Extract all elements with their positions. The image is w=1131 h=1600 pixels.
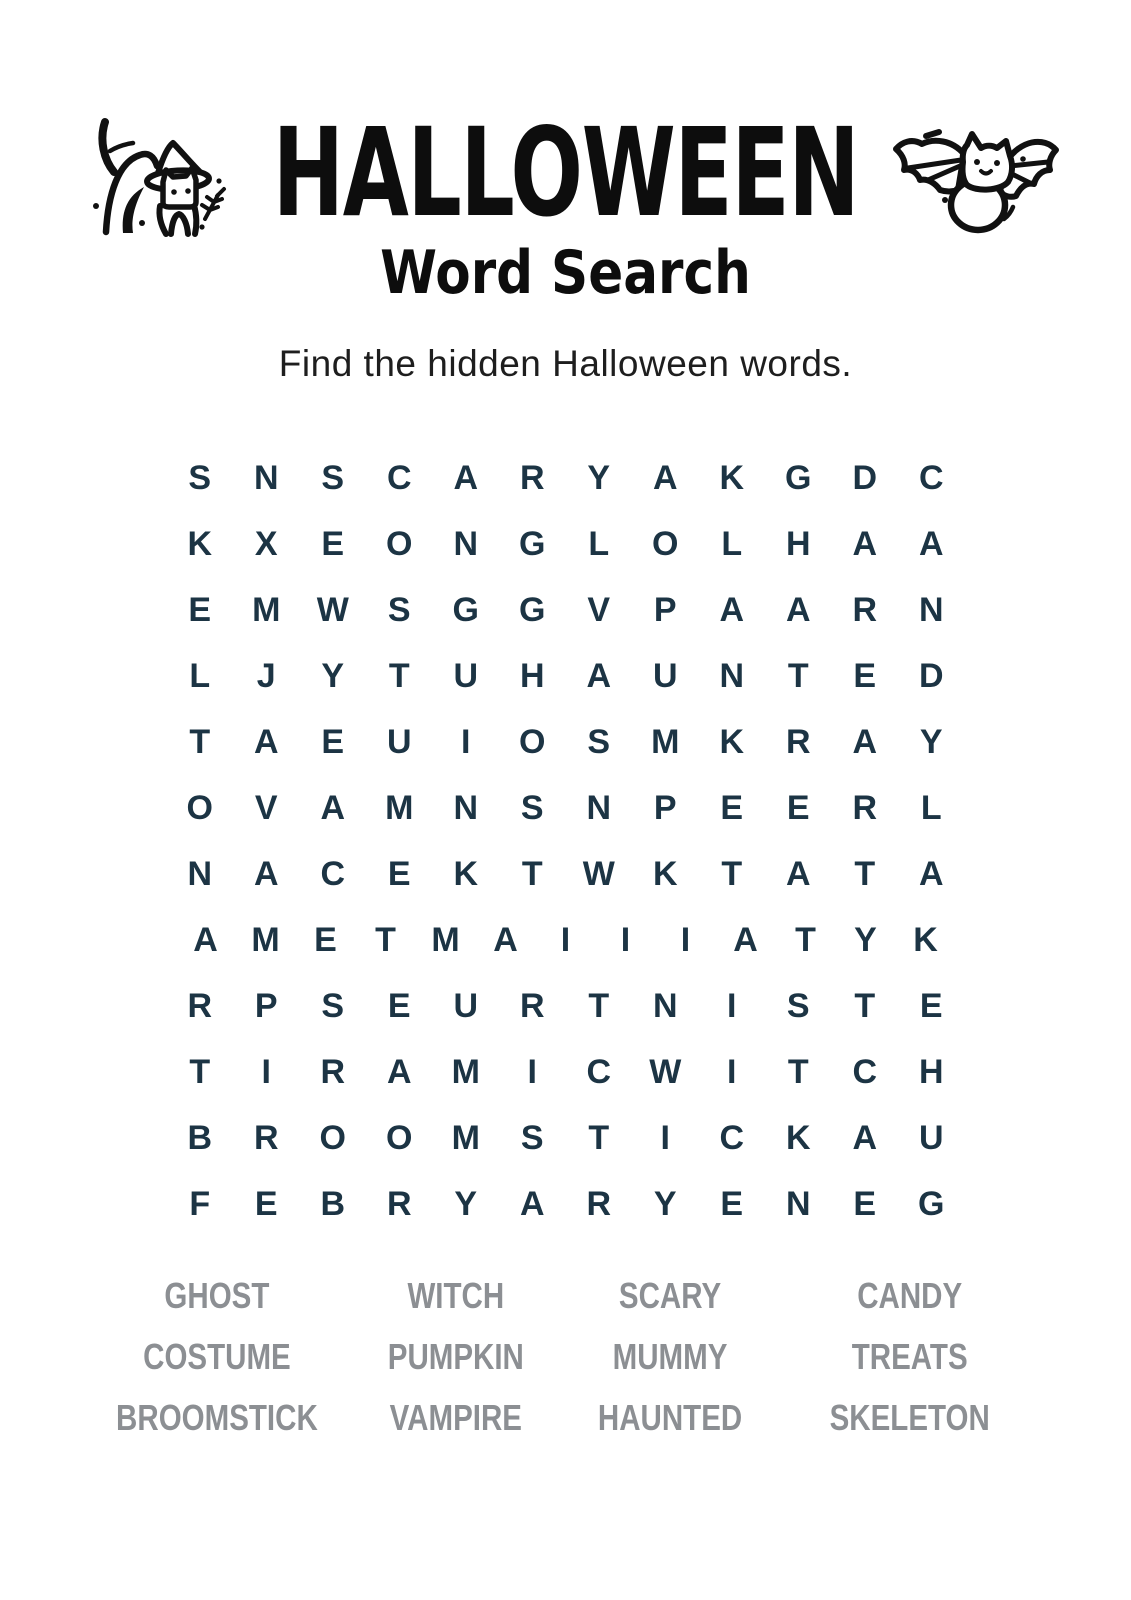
grid-letter: O (186, 789, 213, 827)
grid-letter: I (727, 987, 737, 1025)
grid-letter: E (314, 921, 337, 959)
bat-icon (864, 112, 1064, 252)
grid-letter: Y (321, 657, 345, 695)
grid-letter: N (785, 1185, 811, 1223)
grid-letter: S (321, 459, 345, 497)
grid-letter: A (193, 921, 218, 959)
word-list-item: WITCH (407, 1275, 505, 1316)
grid-row (0, 1171, 1131, 1237)
grid-letter: N (453, 525, 479, 563)
grid-letter: A (785, 855, 811, 893)
grid-letter: E (254, 1185, 278, 1223)
grid-row (0, 577, 1131, 643)
grid-letter: I (560, 921, 571, 959)
grid-letter: O (652, 525, 679, 563)
grid-letter: G (452, 591, 479, 629)
grid-letter: Y (587, 459, 611, 497)
grid-letter: E (387, 987, 411, 1025)
grid-letter: M (252, 591, 281, 629)
grid-letter: N (586, 789, 612, 827)
grid-letter: N (918, 591, 944, 629)
grid-letter: A (253, 855, 279, 893)
grid-letter: E (321, 525, 345, 563)
grid-letter: A (320, 789, 346, 827)
grid-letter: K (785, 1119, 811, 1157)
grid-letter: E (919, 987, 943, 1025)
grid-letter: R (852, 591, 878, 629)
grid-letter: I (620, 921, 631, 959)
grid-letter: B (320, 1185, 346, 1223)
grid-letter: T (721, 855, 743, 893)
grid-letter: L (189, 657, 211, 695)
word-list-item: SCARY (619, 1275, 722, 1316)
grid-letter: A (586, 657, 612, 695)
grid-letter: I (461, 723, 471, 761)
grid-letter: A (652, 459, 678, 497)
grid-letter: R (785, 723, 811, 761)
grid-letter: M (451, 1119, 480, 1157)
grid-letter: N (453, 789, 479, 827)
grid-letter: W (582, 855, 615, 893)
grid-row (0, 445, 1131, 511)
grid-letter: T (388, 657, 410, 695)
grid-letter: R (519, 987, 545, 1025)
grid-letter: R (187, 987, 213, 1025)
grid-letter: S (786, 987, 810, 1025)
grid-letter: O (386, 525, 413, 563)
word-list-item: MUMMY (613, 1336, 728, 1377)
grid-row (0, 709, 1131, 775)
grid-letter: L (920, 789, 942, 827)
page-title: HALLOWEEN (272, 102, 859, 244)
grid-letter: N (187, 855, 213, 893)
grid-letter: O (519, 723, 546, 761)
grid-letter: T (375, 921, 396, 959)
grid-letter: A (253, 723, 279, 761)
grid-letter: A (785, 591, 811, 629)
grid-letter: T (854, 987, 876, 1025)
grid-letter: K (652, 855, 678, 893)
grid-letter: R (386, 1185, 412, 1223)
grid-letter: K (187, 525, 213, 563)
grid-letter: S (321, 987, 345, 1025)
grid-letter: X (254, 525, 278, 563)
grid-letter: E (720, 1185, 744, 1223)
grid-letter: T (787, 657, 809, 695)
grid-letter: R (852, 789, 878, 827)
grid-letter: J (256, 657, 276, 695)
grid-row (0, 973, 1131, 1039)
grid-letter: M (431, 921, 460, 959)
grid-letter: G (519, 591, 546, 629)
grid-letter: G (785, 459, 812, 497)
page-subtitle: Word Search (380, 238, 751, 308)
grid-letter: T (588, 987, 610, 1025)
grid-letter: I (527, 1053, 537, 1091)
grid-letter: S (520, 1119, 544, 1157)
grid-letter: F (189, 1185, 211, 1223)
word-list (88, 1265, 1043, 1448)
grid-letter: U (386, 723, 412, 761)
grid-letter: Y (854, 921, 877, 959)
grid-letter: N (253, 459, 279, 497)
word-list-item: PUMPKIN (387, 1336, 524, 1377)
grid-letter: T (189, 1053, 211, 1091)
grid-letter: E (321, 723, 345, 761)
grid-letter: K (719, 459, 745, 497)
grid-row (0, 775, 1131, 841)
grid-letter: O (386, 1119, 413, 1157)
grid-letter: M (385, 789, 414, 827)
grid-letter: L (721, 525, 743, 563)
grid-letter: G (918, 1185, 945, 1223)
grid-letter: H (519, 657, 545, 695)
grid-letter: R (253, 1119, 279, 1157)
grid-letter: E (786, 789, 810, 827)
grid-letter: C (586, 1053, 612, 1091)
grid-letter: T (854, 855, 876, 893)
grid-letter: I (261, 1053, 271, 1091)
grid-row (0, 841, 1131, 907)
word-list-item: VAMPIRE (389, 1397, 522, 1438)
word-list-item: TREATS (851, 1336, 968, 1377)
grid-letter: Y (454, 1185, 478, 1223)
letter-grid (0, 445, 1131, 1237)
instruction-text: Find the hidden Halloween words. (278, 343, 853, 384)
grid-letter: K (719, 723, 745, 761)
grid-letter: C (386, 459, 412, 497)
grid-letter: S (520, 789, 544, 827)
grid-letter: A (852, 1119, 878, 1157)
word-list-item: CANDY (856, 1275, 962, 1316)
grid-letter: E (853, 1185, 877, 1223)
grid-letter: P (254, 987, 278, 1025)
grid-letter: N (652, 987, 678, 1025)
word-list-item: SKELETON (829, 1397, 990, 1438)
grid-letter: E (188, 591, 212, 629)
grid-letter: Y (919, 723, 943, 761)
grid-letter: W (649, 1053, 682, 1091)
grid-letter: U (453, 657, 479, 695)
word-list-item: HAUNTED (598, 1397, 743, 1438)
grid-letter: A (493, 921, 518, 959)
grid-letter: A (733, 921, 758, 959)
grid-letter: U (652, 657, 678, 695)
grid-letter: I (727, 1053, 737, 1091)
grid-letter: V (254, 789, 278, 827)
grid-letter: E (853, 657, 877, 695)
word-list-item: COSTUME (143, 1336, 291, 1377)
grid-letter: I (660, 1119, 670, 1157)
grid-letter: N (719, 657, 745, 695)
grid-letter: T (189, 723, 211, 761)
grid-letter: I (680, 921, 691, 959)
grid-letter: T (588, 1119, 610, 1157)
grid-letter: C (719, 1119, 745, 1157)
grid-letter: S (387, 591, 411, 629)
grid-letter: H (785, 525, 811, 563)
grid-row (0, 511, 1131, 577)
grid-letter: L (588, 525, 610, 563)
grid-letter: G (519, 525, 546, 563)
grid-letter: T (787, 1053, 809, 1091)
word-list-item: GHOST (164, 1275, 270, 1316)
grid-letter: T (521, 855, 543, 893)
grid-row (0, 643, 1131, 709)
grid-letter: A (453, 459, 479, 497)
grid-letter: M (651, 723, 680, 761)
grid-letter: M (451, 1053, 480, 1091)
grid-letter: A (519, 1185, 545, 1223)
grid-letter: S (587, 723, 611, 761)
grid-letter: E (720, 789, 744, 827)
grid-letter: O (319, 1119, 346, 1157)
grid-letter: K (913, 921, 938, 959)
grid-row (0, 1039, 1131, 1105)
grid-letter: R (320, 1053, 346, 1091)
grid-letter: A (852, 525, 878, 563)
grid-letter: H (918, 1053, 944, 1091)
grid-letter: C (852, 1053, 878, 1091)
grid-letter: T (795, 921, 816, 959)
grid-letter: A (852, 723, 878, 761)
grid-row (0, 1105, 1131, 1171)
grid-letter: C (320, 855, 346, 893)
grid-letter: S (188, 459, 212, 497)
word-list-item: BROOMSTICK (116, 1397, 318, 1438)
grid-letter: M (251, 921, 280, 959)
grid-letter: U (918, 1119, 944, 1157)
grid-letter: A (918, 855, 944, 893)
grid-letter: P (653, 789, 677, 827)
grid-row (0, 907, 1131, 973)
grid-letter: U (453, 987, 479, 1025)
grid-letter: A (918, 525, 944, 563)
grid-letter: B (187, 1119, 213, 1157)
grid-letter: R (586, 1185, 612, 1223)
grid-letter: E (387, 855, 411, 893)
grid-letter: R (519, 459, 545, 497)
grid-letter: W (316, 591, 349, 629)
grid-letter: D (852, 459, 878, 497)
grid-letter: C (918, 459, 944, 497)
grid-letter: D (918, 657, 944, 695)
grid-letter: P (653, 591, 677, 629)
grid-letter: K (453, 855, 479, 893)
grid-letter: V (587, 591, 611, 629)
grid-letter: A (386, 1053, 412, 1091)
grid-letter: Y (653, 1185, 677, 1223)
grid-letter: A (719, 591, 745, 629)
